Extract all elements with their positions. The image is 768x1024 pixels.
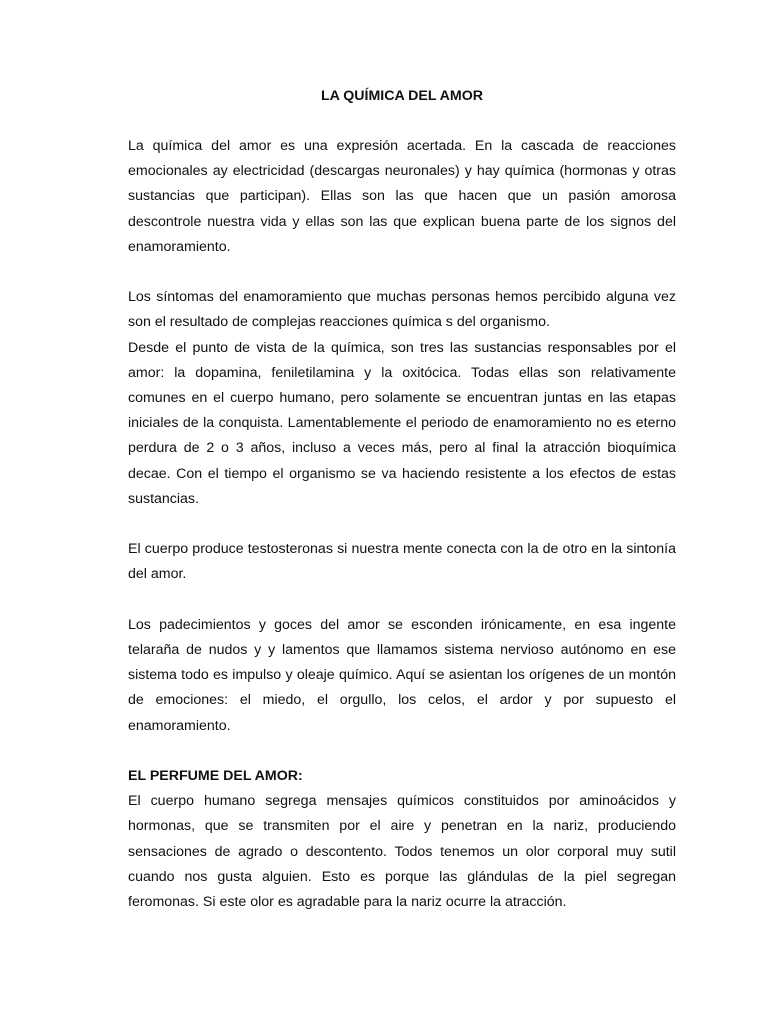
paragraph-symptoms: Los síntomas del enamoramiento que muchas personas hemos percibido alguna vez son el resultado de complejas reacciones química s del organismo. xyxy=(128,289,676,331)
document-body xyxy=(128,84,676,915)
paragraph-intro: La química del amor es una expresión acertada. En la cascada de reacciones emocionales ay electricidad (descargas neuronales) y hay química (hormonas y otras sustancias que participan). Ellas son las que hacen que un pasión amorosa descontrole nuestra vida y ellas son las que explican buena parte de los signos del enamoramiento. xyxy=(128,138,676,255)
document-title: LA QUÍMICA DEL AMOR xyxy=(320,88,484,104)
paragraph-testosterone: El cuerpo produce testosteronas si nuestra mente conecta con la de otro en la sintonía del amor. xyxy=(128,541,676,583)
paragraph-nervous-system: Los padecimientos y goces del amor se esconden irónicamente, en esa ingente telaraña de nudos y y lamentos que llamamos sistema nervioso autónomo en ese sistema todo es impulso y oleaje químico. Aquí se asientan los orígenes de un montón de emociones: el miedo, el orgullo, los celos, el ardor y por supuesto el enamoramiento. xyxy=(128,616,676,734)
section-heading-perfume: EL PERFUME DEL AMOR: xyxy=(128,768,303,785)
paragraph-chemistry: Desde el punto de vista de la química, son tres las sustancias responsables por el amor: la dopamina, feniletilamina y la oxitócica. Todas ellas son relativamente comunes en el cuerpo humano, pero solamente se encuentran juntas en las etapas iniciales de la conquista. Lamentablemente el periodo de enamoramiento no es eterno perdura de 2 o 3 años, incluso a veces más, pero al final la atracción bioquímica decae. Con el tiempo el organismo se va haciendo resistente a los efectos de estas sustancias. xyxy=(128,339,676,507)
paragraph-perfume: El cuerpo humano segrega mensajes químicos constituidos por aminoácidos y hormonas, que se transmiten por el aire y penetran en la nariz, produciendo sensaciones de agrado o descontento. Todos tenemos un olor corporal muy sutil cuando nos gusta alguien. Esto es porque las glándulas de la piel segregan feromonas. Si este olor es agradable para la nariz ocurre la atracción. xyxy=(128,793,676,911)
